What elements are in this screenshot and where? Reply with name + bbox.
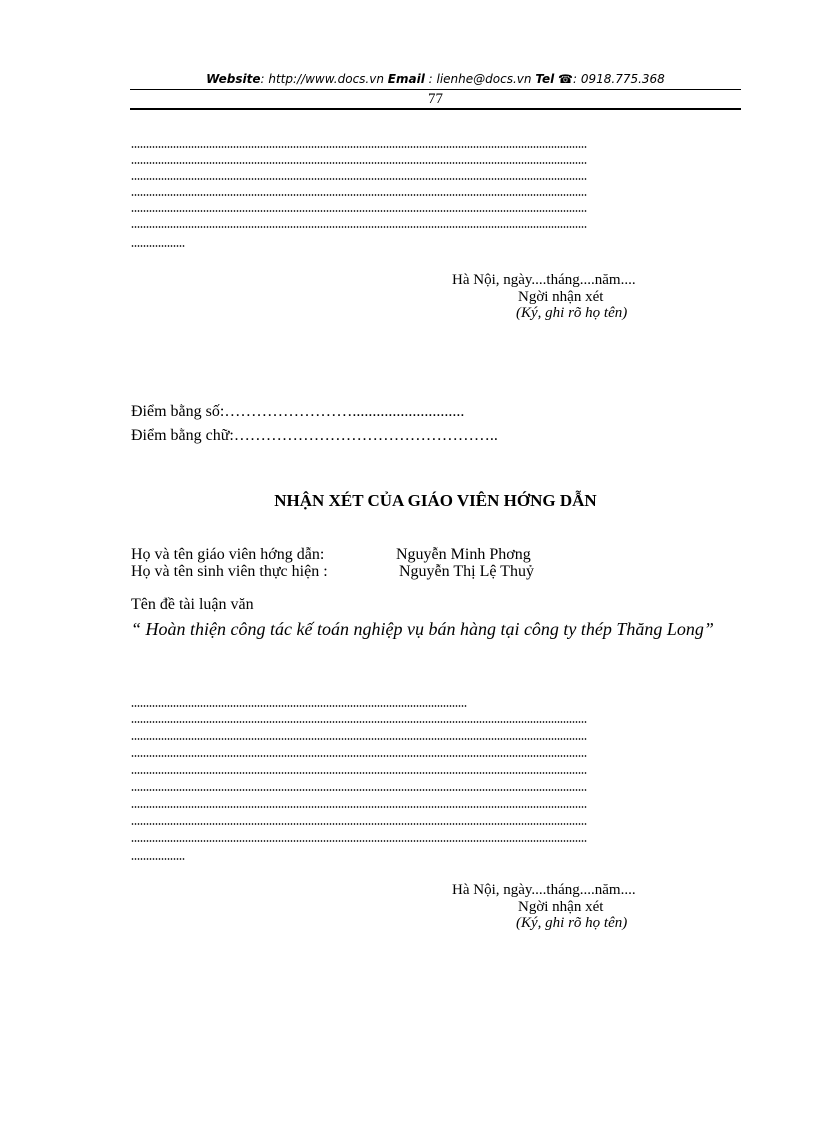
dotted-line <box>131 162 587 164</box>
dotted-line <box>131 705 467 707</box>
teacher-value: Nguyễn Minh Phơng <box>396 546 531 563</box>
signature-note: (Ký, ghi rõ họ tên) <box>516 915 628 931</box>
dotted-line <box>131 772 587 774</box>
dotted-line <box>131 755 587 757</box>
dotted-line <box>131 146 587 148</box>
signature-role: Ngời nhận xét <box>518 899 604 915</box>
thesis-title: “ Hoàn thiện công tác kế toán nghiệp vụ bán hàng tại công ty thép Thăng Long” <box>131 619 714 639</box>
dotted-line <box>131 245 185 247</box>
dotted-line <box>131 823 587 825</box>
dotted-line <box>131 721 587 723</box>
dotted-line <box>131 178 587 180</box>
page-header <box>130 72 741 86</box>
website-value: : http://www.docs.vn <box>260 72 384 86</box>
student-value: Nguyễn Thị Lệ Thuỷ <box>399 563 534 580</box>
email-value: : lienhe@docs.vn <box>428 72 532 86</box>
email-label: Email <box>387 72 425 86</box>
header-rule <box>130 108 741 110</box>
section-title: NHẬN XÉT CỦA GIÁO VIÊN HỚNG DẪN <box>274 491 597 510</box>
student-label: Họ và tên sinh viên thực hiện : <box>131 563 328 580</box>
dotted-line <box>131 738 587 740</box>
teacher-label: Họ và tên giáo viên hớng dẫn: <box>131 546 325 563</box>
score-words: Điểm bằng chữ:………………………………………….. <box>131 427 498 444</box>
dotted-line <box>131 806 587 808</box>
dotted-line <box>131 840 587 842</box>
tel-value: : 0918.775.368 <box>572 72 665 86</box>
website-label: Website <box>206 72 261 86</box>
signature-place-date: Hà Nội, ngày....tháng....năm.... <box>452 272 636 288</box>
page-number: 77 <box>428 91 443 107</box>
dotted-line <box>131 226 587 228</box>
dotted-line <box>131 194 587 196</box>
phone-icon: ☎ <box>558 72 573 86</box>
thesis-label: Tên đề tài luận văn <box>131 596 254 613</box>
header-divider <box>130 89 741 90</box>
dotted-line <box>131 858 185 860</box>
dotted-line <box>131 210 587 212</box>
score-number: Điểm bằng số:……………………............................ <box>131 403 465 420</box>
signature-note: (Ký, ghi rõ họ tên) <box>516 305 628 321</box>
signature-role: Ngời nhận xét <box>518 289 604 305</box>
dotted-line <box>131 789 587 791</box>
tel-label: Tel <box>535 72 555 86</box>
signature-place-date: Hà Nội, ngày....tháng....năm.... <box>452 882 636 898</box>
